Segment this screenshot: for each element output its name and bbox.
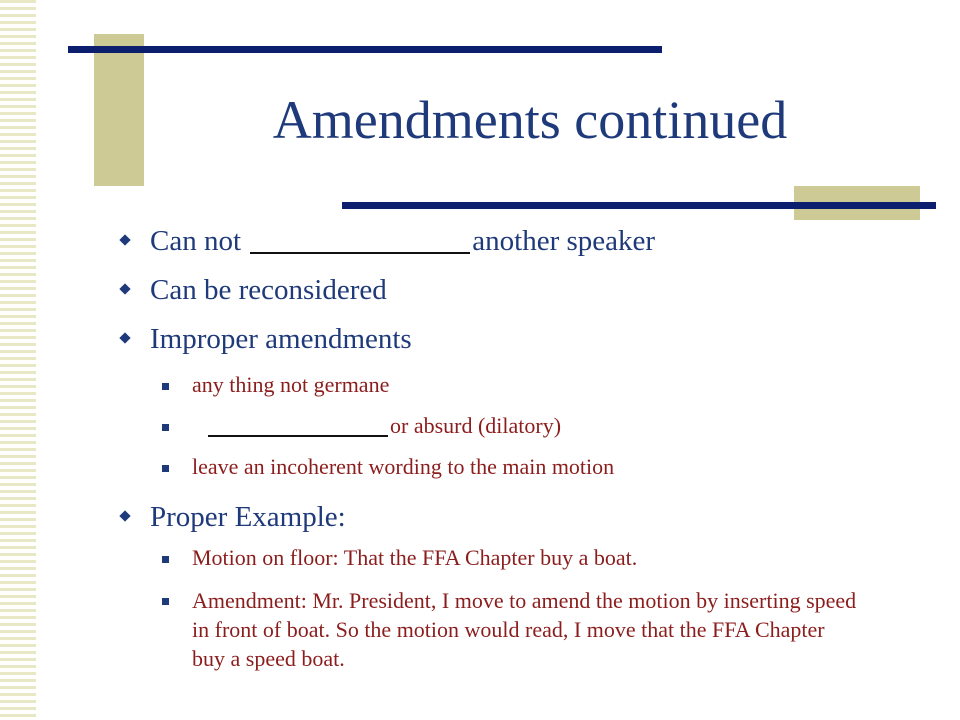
sub-bullet-text: any thing not germane xyxy=(192,372,390,397)
diamond-bullet-icon xyxy=(119,510,131,522)
sub-bullet-motion-on-floor xyxy=(192,544,637,572)
bullet-improper-amendments xyxy=(150,322,412,356)
sub-bullet-frivolous-blank xyxy=(192,412,561,440)
bullet-text: Improper amendments xyxy=(150,323,412,355)
bullet-can-be-reconsidered xyxy=(150,273,387,307)
square-bullet-icon xyxy=(162,465,169,472)
bullet-text: Can be reconsidered xyxy=(150,274,387,306)
slide-title: Amendments continued xyxy=(272,90,788,150)
square-bullet-icon xyxy=(162,383,169,390)
fill-in-blank xyxy=(250,224,470,254)
bullet-text-after-blank: another speaker xyxy=(472,225,656,257)
square-bullet-icon xyxy=(162,424,169,431)
sub-bullet-text-after-blank: or absurd (dilatory) xyxy=(390,413,562,438)
square-bullet-icon xyxy=(162,556,169,563)
square-bullet-icon xyxy=(162,598,169,605)
sub-bullet-text: leave an incoherent wording to the main motion xyxy=(192,454,615,479)
sub-bullet-text: Motion on floor: That the FFA Chapter buy a boat. xyxy=(192,545,638,570)
diamond-bullet-icon xyxy=(119,234,131,246)
diamond-bullet-icon xyxy=(119,332,131,344)
bullet-proper-example xyxy=(150,500,346,534)
bullet-text: Proper Example: xyxy=(150,501,346,533)
sub-bullet-amendment-example xyxy=(192,586,862,673)
diamond-bullet-icon xyxy=(119,283,131,295)
fill-in-blank xyxy=(208,413,388,437)
sub-bullet-text: Amendment: Mr. President, I move to amend the motion by inserting speed in front of boat. So the motion would read, I move that the FFA Chapter buy a speed boat. xyxy=(192,588,857,671)
bullet-can-not-interrupt xyxy=(150,224,655,258)
sub-bullet-not-germane xyxy=(192,371,389,399)
bullet-text-before-blank: Can not xyxy=(150,225,249,257)
sub-bullet-incoherent-wording xyxy=(192,453,614,481)
